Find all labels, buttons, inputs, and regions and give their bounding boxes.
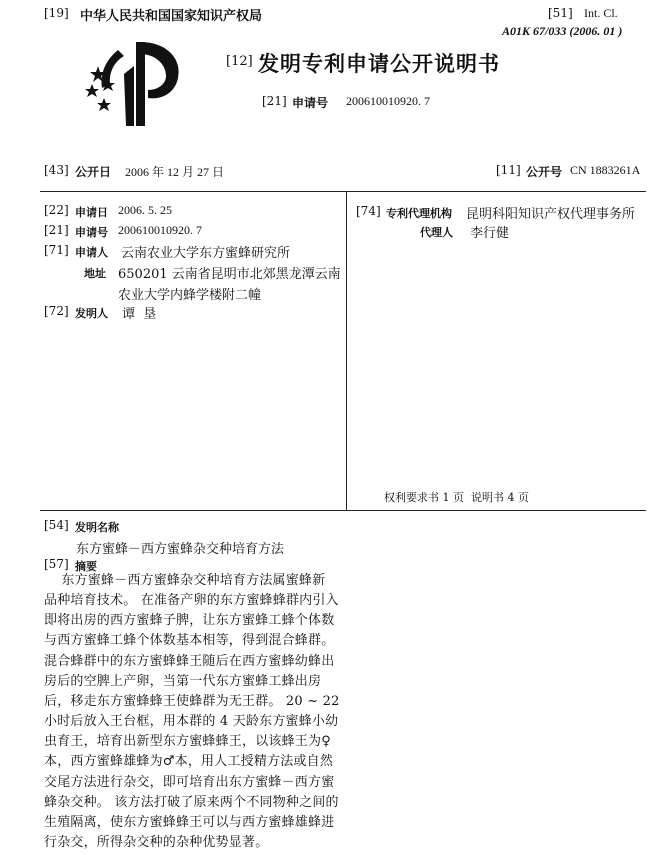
doc-type-code: [12] [226, 54, 253, 69]
ipc-label: Int. Cl. [584, 6, 618, 20]
pub-date: 2006 年 12 月 27 日 [125, 165, 225, 179]
app-no-header: 200610010920. 7 [346, 94, 430, 108]
agent: 李行健 [470, 226, 510, 241]
ipc-value: A01K 67/033 (2006. 01 ) [502, 24, 623, 38]
abstract-line: 房后的空脾上产卵，当第一代东方蜜蜂工蜂出房 [44, 673, 322, 689]
agency: 昆明科阳知识产权代理事务所 [466, 207, 636, 222]
abstract-line: 混合蜂群中的东方蜜蜂蜂王随后在西方蜜蜂幼蜂出 [44, 653, 335, 669]
office-name: 中华人民共和国国家知识产权局 [80, 9, 263, 24]
abstract-line: 后，移走东方蜜蜂蜂王使蜂群为无王群。 20 ~ 22 [44, 693, 340, 709]
pages-note: 权利要求书 1 页 说明书 4 页 [384, 491, 529, 504]
abstract-line: 与西方蜜蜂工蜂个体数基本相等，得到混合蜂群。 [44, 633, 335, 649]
app-no: 200610010920. 7 [118, 223, 202, 237]
divider-vertical [346, 191, 347, 510]
address-line1: 650201 云南省昆明市北郊黑龙潭云南 [118, 267, 341, 282]
address-label: 地址 [84, 267, 106, 280]
abstract-line: 交尾方法进行杂交，即可培育出东方蜜蜂－西方蜜 [44, 774, 335, 790]
filing-date-label: 申请日 [75, 206, 108, 219]
abstract-line: 虫育王，培育出新型东方蜜蜂蜂王，以该蜂王为♀ [44, 734, 331, 750]
pub-no: CN 1883261A [570, 163, 641, 177]
abstract-line: 蜂杂交种。 该方法打破了原来两个不同物种之间的 [44, 794, 339, 810]
agent-label: 代理人 [420, 226, 453, 239]
invention-title: 东方蜜蜂－西方蜜蜂杂交种培育方法 [76, 542, 285, 557]
filing-date-code: [22] [44, 203, 69, 217]
app-no-code-header: [21] [262, 94, 287, 108]
ipc-code: [51] [548, 6, 573, 20]
address-line2: 农业大学内蜂学楼附二幢 [118, 288, 262, 303]
agency-code: [74] [356, 204, 381, 218]
app-no-label: 申请号 [75, 226, 108, 239]
pub-date-label: 公开日 [75, 165, 112, 179]
pub-no-code: [11] [496, 163, 521, 177]
filing-date: 2006. 5. 25 [118, 203, 172, 217]
applicant-label: 申请人 [75, 246, 108, 259]
title-label: 发明名称 [75, 521, 119, 534]
inventor: 谭 垦 [122, 307, 157, 322]
title-code: [54] [44, 518, 69, 532]
app-no-label-header: 申请号 [292, 96, 329, 110]
abstract-line: 品种培育技术。 在准备产卵的东方蜜蜂蜂群内引入 [44, 593, 339, 609]
divider-top [40, 191, 646, 192]
office-code: [19] [44, 6, 69, 20]
abstract-line: 小时后放入王台框，用本群的 4 天龄东方蜜蜂小幼 [44, 714, 339, 730]
cnipa-logo [78, 36, 188, 128]
doc-type-title: 发明专利申请公开说明书 [258, 51, 500, 76]
abstract-line: 生殖隔离，使东方蜜蜂蜂王可以与西方蜜蜂雄蜂进 [44, 814, 335, 830]
abstract-label: 摘要 [75, 560, 97, 573]
divider-bottom [40, 510, 646, 511]
applicant: 云南农业大学东方蜜蜂研究所 [121, 246, 291, 261]
app-no-code: [21] [44, 223, 69, 237]
inventor-label: 发明人 [75, 307, 108, 320]
pub-date-code: [43] [44, 163, 69, 177]
abstract-line: 本，西方蜜蜂雄蜂为♂本，用人工授精方法或自然 [44, 754, 334, 770]
abstract-line: 东方蜜蜂－西方蜜蜂杂交种培育方法属蜜蜂新 [44, 573, 326, 588]
abstract-line: 行杂交，所得杂交种的杂种优势显著。 [44, 835, 269, 850]
applicant-code: [71] [44, 243, 69, 257]
abstract-line: 即将出房的西方蜜蜂子脾，让东方蜜蜂工蜂个体数 [44, 613, 335, 629]
pub-no-label: 公开号 [526, 165, 563, 179]
agency-label: 专利代理机构 [386, 207, 452, 220]
abstract-code: [57] [44, 557, 69, 571]
inventor-code: [72] [44, 304, 69, 318]
